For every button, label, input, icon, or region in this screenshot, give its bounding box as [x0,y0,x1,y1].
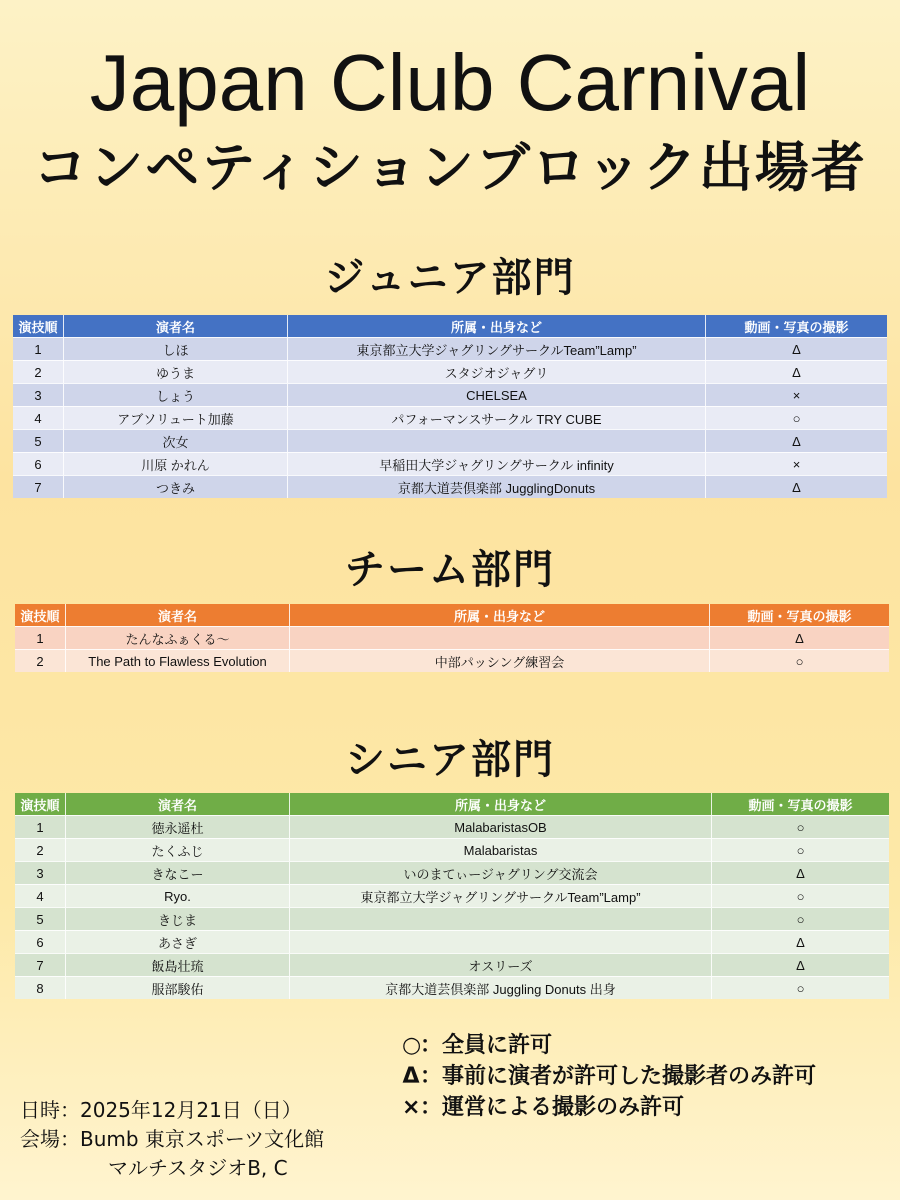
order-cell: 5 [15,907,66,930]
circle-icon: ○ [402,1033,422,1058]
order-cell: 2 [13,360,64,383]
affiliation-cell: オスリーズ [290,953,712,976]
order-cell: 6 [13,452,64,475]
performer-name-cell: しょう [64,383,288,406]
order-cell: 7 [13,475,64,498]
column-header-name: 演者名 [66,604,290,626]
table-row [15,649,889,672]
table-row [15,861,889,884]
order-cell: 3 [15,861,66,884]
affiliation-cell: 東京都立大学ジャグリングサークルTeam”Lamp” [290,884,712,907]
performer-name-cell: 飯島壮琉 [66,953,290,976]
table-row [15,626,889,649]
order-cell: 1 [13,337,64,360]
performer-name-cell: アブソリュート加藤 [64,406,288,429]
photo-permission-cell: ○ [712,976,889,999]
affiliation-cell: パフォーマンスサークル TRY CUBE [288,406,706,429]
affiliation-cell: CHELSEA [288,383,706,406]
junior-table [13,315,887,498]
page-subtitle: コンペティションブロック出場者 [33,136,867,199]
affiliation-cell: 京都大道芸倶楽部 JugglingDonuts [288,475,706,498]
legend-text: ：事前に演者が許可した撮影者のみ許可 [420,1064,817,1089]
column-header-name: 演者名 [66,793,290,815]
table-row [15,884,889,907]
legend-text: ：全員に許可 [420,1033,553,1058]
affiliation-cell [290,930,712,953]
page-title: Japan Club Carnival [89,38,811,127]
table-row [15,907,889,930]
affiliation-cell: Malabaristas [290,838,712,861]
performer-name-cell: The Path to Flawless Evolution [66,649,290,672]
affiliation-cell [290,907,712,930]
performer-name-cell: Ryo. [66,884,290,907]
column-header-photo: 動画・写真の撮影 [710,604,889,626]
column-header-affiliation: 所属・出身など [288,315,706,337]
event-venue-room: マルチスタジオB, C [108,1156,288,1180]
order-cell: 5 [13,429,64,452]
order-cell: 3 [13,383,64,406]
affiliation-cell: 早稲田大学ジャグリングサークル infinity [288,452,706,475]
cross-icon: × [402,1095,421,1120]
order-cell: 4 [15,884,66,907]
column-header-affiliation: 所属・出身など [290,604,710,626]
table-row [15,838,889,861]
photo-permission-legend [402,1030,816,1123]
photo-permission-cell: ○ [712,884,889,907]
photo-permission-cell: Δ [706,475,887,498]
table-row [15,815,889,838]
table-row [15,953,889,976]
table-row [13,383,887,406]
order-cell: 2 [15,649,66,672]
performer-name-cell: しほ [64,337,288,360]
performer-name-cell: 次女 [64,429,288,452]
affiliation-cell: いのまてぃージャグリング交流会 [290,861,712,884]
order-cell: 4 [13,406,64,429]
performer-name-cell: きなこー [66,861,290,884]
photo-permission-cell: ○ [712,838,889,861]
performer-name-cell: たくふじ [66,838,290,861]
table-header-row [13,315,887,337]
table-row [13,337,887,360]
photo-permission-cell: Δ [712,930,889,953]
photo-permission-cell: Δ [706,360,887,383]
event-info [20,1096,324,1183]
legend-item-staff-only [402,1092,816,1123]
photo-permission-cell: ○ [712,815,889,838]
photo-permission-cell: ○ [710,649,889,672]
senior-table [15,793,889,999]
performer-name-cell: つきみ [64,475,288,498]
table-row [13,429,887,452]
table-row [13,452,887,475]
table-row [13,360,887,383]
order-cell: 2 [15,838,66,861]
photo-permission-cell: × [706,452,887,475]
performer-name-cell: たんなふぁくる〜 [66,626,290,649]
triangle-icon: Δ [402,1064,420,1089]
team-table [15,604,889,672]
order-cell: 1 [15,626,66,649]
performer-name-cell: ゆうま [64,360,288,383]
affiliation-cell: 京都大道芸倶楽部 Juggling Donuts 出身 [290,976,712,999]
column-header-affiliation: 所属・出身など [290,793,712,815]
table-header-row [15,793,889,815]
photo-permission-cell: ○ [712,907,889,930]
legend-item-prior-permission [402,1061,816,1092]
table-row [13,406,887,429]
photo-permission-cell: Δ [706,337,887,360]
performer-name-cell: あさぎ [66,930,290,953]
column-header-order: 演技順 [15,793,66,815]
affiliation-cell: MalabaristasOB [290,815,712,838]
table-row [15,930,889,953]
team-section-title: チーム部門 [345,547,555,593]
column-header-photo: 動画・写真の撮影 [706,315,887,337]
column-header-order: 演技順 [15,604,66,626]
order-cell: 1 [15,815,66,838]
photo-permission-cell: Δ [712,861,889,884]
order-cell: 8 [15,976,66,999]
junior-section-title: ジュニア部門 [324,255,576,301]
photo-permission-cell: ○ [706,406,887,429]
affiliation-cell [290,626,710,649]
table-row [15,976,889,999]
order-cell: 6 [15,930,66,953]
legend-text: ：運営による撮影のみ許可 [420,1095,685,1120]
performer-name-cell: 川原 かれん [64,452,288,475]
table-header-row [15,604,889,626]
column-header-name: 演者名 [64,315,288,337]
event-venue: 会場：Bumb 東京スポーツ文化館 [20,1127,325,1151]
photo-permission-cell: × [706,383,887,406]
column-header-order: 演技順 [13,315,64,337]
affiliation-cell [288,429,706,452]
photo-permission-cell: Δ [706,429,887,452]
performer-name-cell: きじま [66,907,290,930]
column-header-photo: 動画・写真の撮影 [712,793,889,815]
affiliation-cell: 中部パッシング練習会 [290,649,710,672]
affiliation-cell: スタジオジャグリ [288,360,706,383]
performer-name-cell: 徳永遥杜 [66,815,290,838]
event-date: 日時：2025年12月21日（日） [20,1098,302,1122]
photo-permission-cell: Δ [712,953,889,976]
legend-item-all [402,1030,816,1061]
senior-section-title: シニア部門 [345,737,555,783]
photo-permission-cell: Δ [710,626,889,649]
performer-name-cell: 服部駿佑 [66,976,290,999]
affiliation-cell: 東京都立大学ジャグリングサークルTeam”Lamp” [288,337,706,360]
order-cell: 7 [15,953,66,976]
table-row [13,475,887,498]
